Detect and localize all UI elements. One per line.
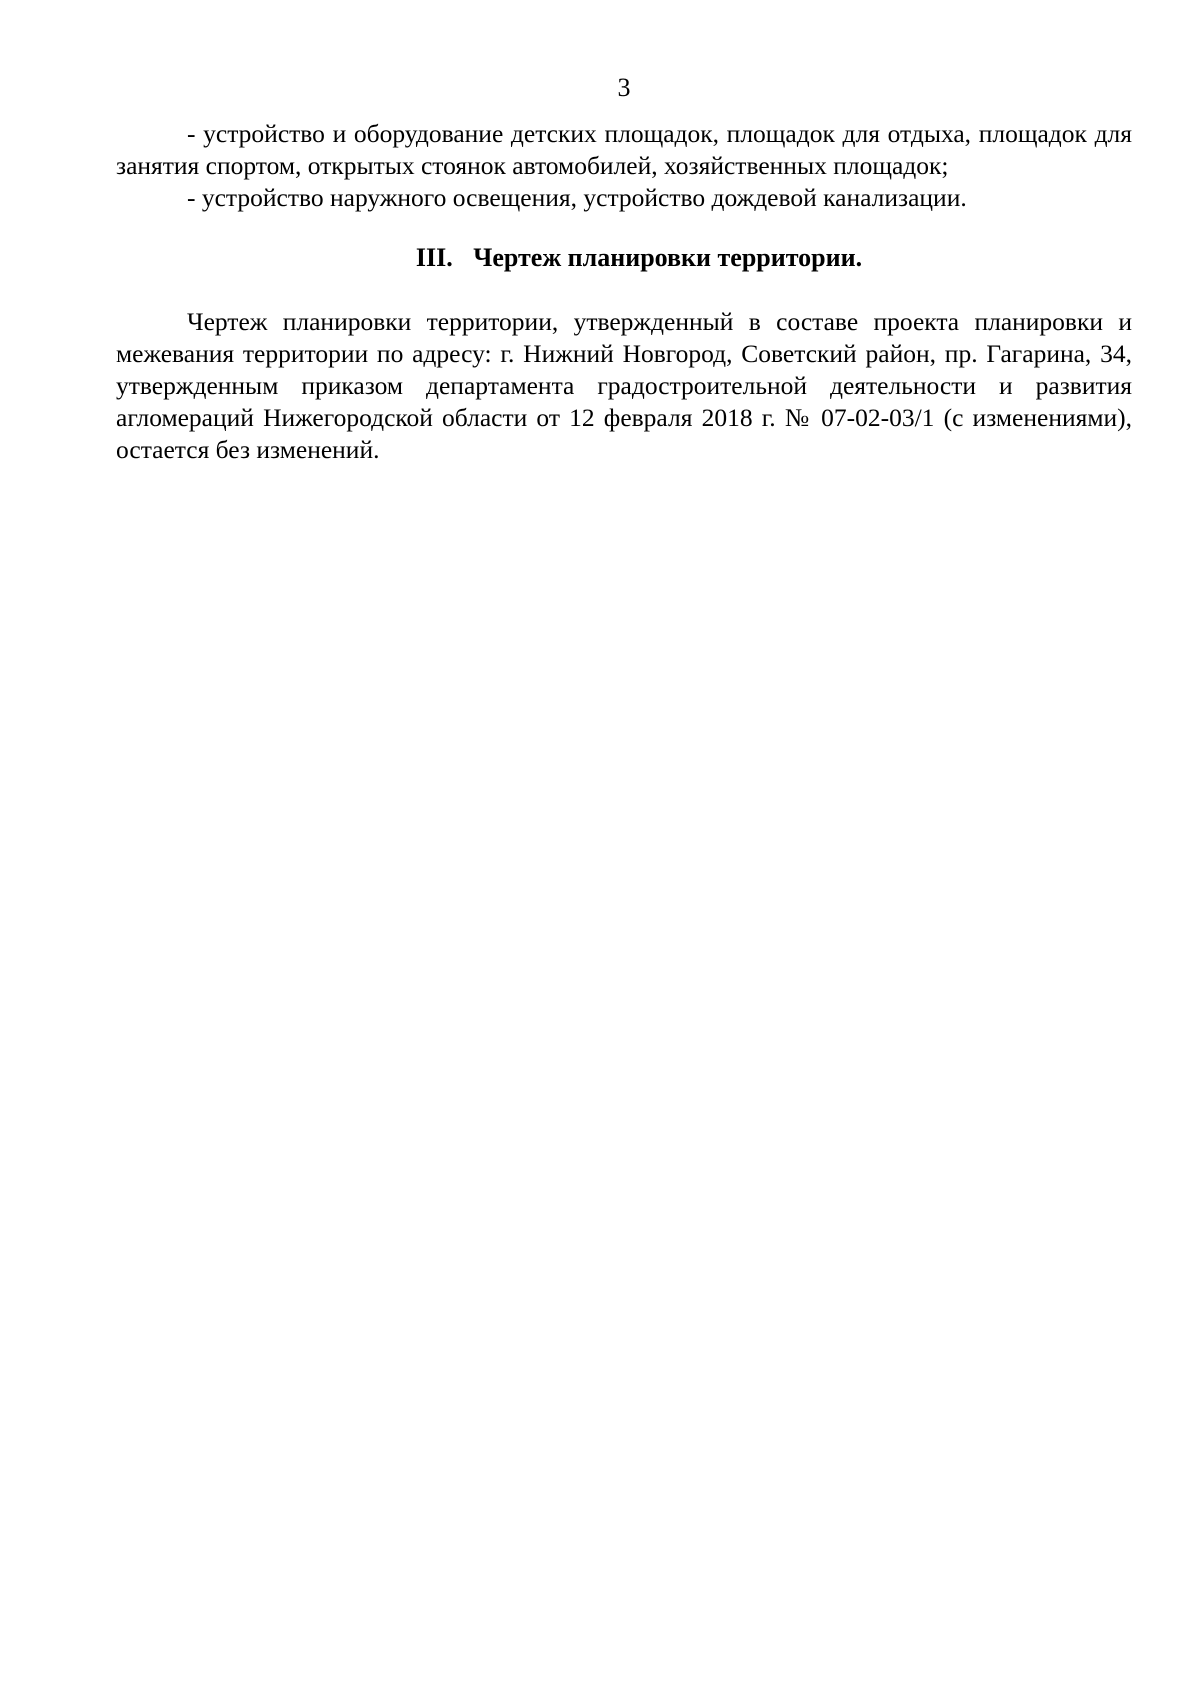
bullet-item-lighting: - устройство наружного освещения, устройство дождевой канализации. xyxy=(187,183,967,212)
section-number: III. xyxy=(415,243,453,272)
body-paragraph: Чертеж планировки территории, утвержденный в составе проекта планировки и межевания территории по адресу: г. Нижний Новгород, Советский район, пр. Гагарина, 34, утвержденным приказом департамента градостроительной деятельности и развития агломераций Нижегородской области от 12 февраля 2018 г. № 07-02-03/1 (с изменениями), остается без изменений. xyxy=(116,307,1132,464)
section-title: Чертеж планировки территории. xyxy=(473,243,863,272)
section-heading xyxy=(116,242,1132,274)
bullet-item-playgrounds: - устройство и оборудование детских площадок, площадок для отдыха, площадок для занятия спортом, открытых стоянок автомобилей, хозяйственных площадок; xyxy=(116,119,1132,180)
page-number: 3 xyxy=(617,73,631,102)
document-body xyxy=(116,118,1132,466)
